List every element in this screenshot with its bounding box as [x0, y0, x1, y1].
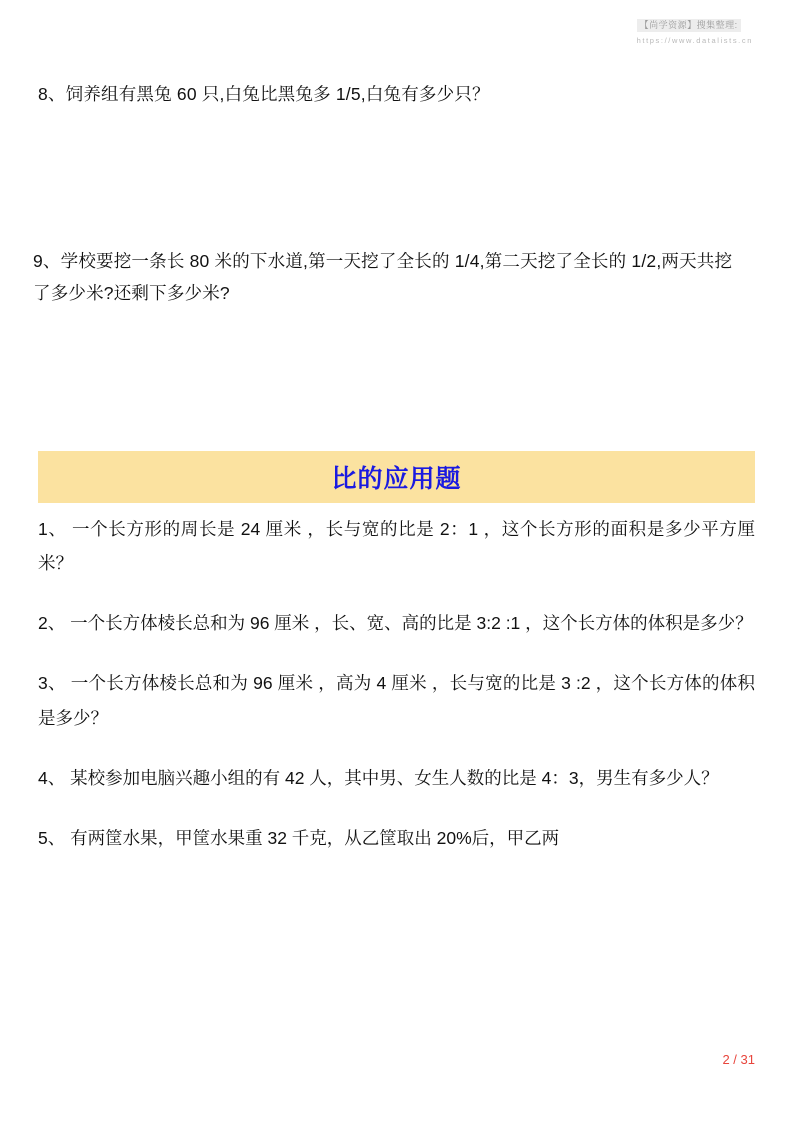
list-item: 4、 某校参加电脑兴趣小组的有 42 人，其中男、女生人数的比是 4：3，男生有多少人？	[38, 767, 719, 788]
section-header	[38, 451, 755, 503]
watermark	[637, 14, 753, 45]
section-title: 比的应用题	[331, 465, 462, 493]
watermark-tag: 【尚学资源】	[639, 20, 697, 30]
watermark-url: https://www.datalists.cn	[636, 36, 753, 45]
list-item: 1、 一个长方形的周长是 24 厘米 ，长与宽的比是 2：1 ，这个长方形的面积是多少平方厘米？	[38, 519, 755, 574]
watermark-source-line	[637, 19, 741, 32]
question-9: 9、学校要挖一条长 80 米的下水道,第一天挖了全长的 1/4,第二天挖了全长的 1/2,两天共挖了多少米?还剩下多少米?	[33, 251, 733, 304]
list-item: 2、 一个长方体棱长总和为 96 厘米 ，长、宽、高的比是 3:2 :1 ，这个长方体的体积是多少？	[38, 613, 753, 634]
watermark-note: 搜集整理:	[696, 20, 738, 30]
list-item: 3、 一个长方体棱长总和为 96 厘米 ，高为 4 厘米 ，长与宽的比是 3 :2 ，这个长方体的体积是多少？	[38, 673, 755, 728]
list-item: 5、 有两筐水果，甲筐水果重 32 千克，从乙筐取出 20%后，甲乙两	[38, 827, 560, 848]
question-8: 8、饲养组有黑兔 60 只,白兔比黑兔多 1/5,白兔有多少只？	[38, 84, 490, 104]
question-list	[38, 512, 755, 855]
page-number: 2 / 31	[722, 1052, 755, 1067]
